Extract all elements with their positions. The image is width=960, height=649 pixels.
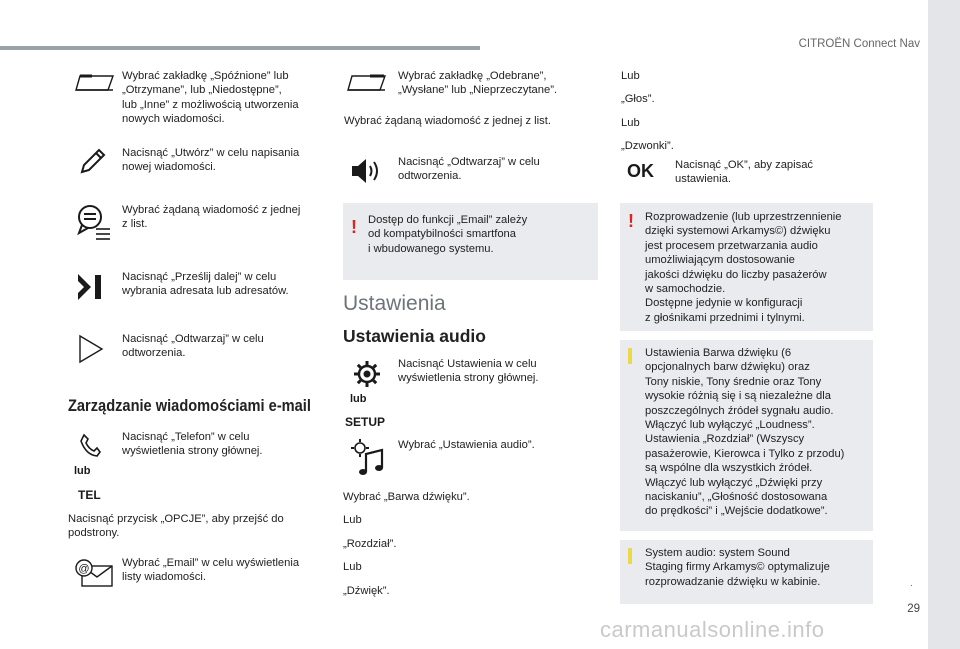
text-line: pasażerowie, Kierowca i Tylko z przodu)	[645, 447, 845, 460]
text-line: i wbudowanego systemu.	[368, 242, 494, 255]
text-line: Nacisnąć przycisk „OPCJE”, aby przejść do	[68, 513, 284, 525]
text-line: do prędkości” i „Wejście dodatkowe”.	[645, 505, 828, 518]
text-line: wyświetlenia strony głównej.	[122, 445, 263, 458]
col2-row4-text	[398, 438, 598, 452]
col1-row6-text	[122, 430, 322, 459]
text-line: dzięki systemowi Arkamys©) dźwięku	[645, 225, 831, 238]
exclamation-icon: !	[351, 217, 357, 237]
option-item: Lub	[621, 116, 640, 129]
speaker-icon	[350, 156, 384, 191]
warning-note	[620, 203, 873, 331]
tab-slider-icon	[74, 72, 116, 99]
page-number: 29	[907, 603, 920, 615]
col2-row3-text	[398, 357, 598, 386]
text-line: Wybrać „Ustawienia audio”.	[398, 439, 535, 451]
play-icon	[78, 334, 104, 369]
select-message-text: Wybrać żądaną wiadomość z jednej z list.	[344, 115, 551, 127]
tel-button-label: TEL	[78, 488, 101, 502]
option-item: „Rozdział”.	[343, 537, 397, 550]
text-line: nowej wiadomości.	[122, 161, 216, 174]
text-line: ustawienia.	[675, 173, 731, 186]
forward-icon	[76, 272, 104, 307]
text-line: umożliwiającym dostosowanie	[645, 254, 795, 267]
email-section-heading: Zarządzanie wiadomościami e-mail	[68, 396, 311, 415]
header-rule	[0, 46, 480, 50]
col3-ok-text	[675, 158, 870, 187]
text-line: Nacisnąć „Odtwarzaj” w celu	[122, 333, 264, 345]
info-note-text	[645, 546, 873, 589]
setup-button-label: SETUP	[345, 415, 386, 429]
col2-option-list	[343, 490, 593, 598]
text-line: Wybrać zakładkę „Odebrane”,	[398, 70, 547, 82]
text-line: Wybrać „Email” w celu wyświetlenia	[122, 557, 300, 569]
text-line: podstrony.	[68, 527, 120, 540]
text-line: wysokie różnią się i są niezależne dla	[645, 390, 831, 403]
audio-settings-title: Ustawienia audio	[343, 326, 486, 346]
col3-option-list	[621, 69, 871, 154]
text-line: Nacisnąć „Odtwarzaj” w celu	[398, 156, 540, 168]
option-item: Lub	[343, 514, 362, 527]
text-line: Nacisnąć „Telefon” w celu	[122, 431, 250, 443]
text-line: odtworzenia.	[122, 347, 186, 360]
col2-row1-text	[398, 69, 598, 98]
text-line: Rozprowadzenie (lub uprzestrzennienie	[645, 211, 842, 223]
text-line: nowych wiadomości.	[122, 113, 225, 126]
text-line: Tony niskie, Tony średnie oraz Tony	[645, 375, 822, 388]
text-line: Nacisnąć „Prześlij dalej” w celu	[122, 271, 277, 283]
svg-text:@: @	[78, 563, 90, 575]
text-line: Nacisnąć „Utwórz” w celu napisania	[122, 147, 300, 159]
text-line: są wspólne dla wszystkich źródeł.	[645, 462, 813, 475]
message-list-icon	[76, 203, 112, 250]
warning-note	[343, 203, 598, 280]
text-line: rozprowadzanie dźwięku w kabinie.	[645, 575, 821, 588]
option-item: Wybrać „Barwa dźwięku”.	[343, 491, 470, 503]
text-line: opcjonalnych barw dźwięku) oraz	[645, 361, 810, 374]
option-item: „Dźwięk”.	[343, 584, 390, 597]
text-line: z głośnikami przednimi i tylnymi.	[645, 311, 805, 324]
col2-row2-text	[398, 155, 598, 184]
col1-row3-text	[122, 203, 322, 232]
text-line: Dostępne jedynie w konfiguracji	[645, 297, 803, 310]
warning-note-text	[368, 213, 593, 256]
pencil-icon	[78, 146, 108, 181]
text-line: lub „Inne” z możliwością utworzenia	[122, 98, 299, 111]
exclamation-icon: !	[628, 211, 634, 231]
text-line: System audio: system Sound	[645, 547, 790, 559]
text-line: jakości dźwięku do liczby pasażerów	[645, 268, 827, 281]
header-title: CITROËN Connect Nav	[798, 38, 920, 50]
text-line: w samochodzie.	[645, 283, 726, 296]
option-item: „Głos”.	[621, 93, 655, 106]
or-label: lub	[350, 393, 367, 405]
info-icon	[628, 548, 632, 564]
text-line: „Otrzymane”, lub „Niedostępne”,	[122, 84, 282, 97]
text-line: Staging firmy Arkamys© optymalizuje	[645, 561, 830, 574]
gear-icon	[352, 359, 382, 394]
col1-row4-text	[122, 270, 322, 299]
info-note-text	[645, 346, 873, 519]
text-line: wyświetlenia strony głównej.	[398, 372, 539, 385]
text-line: Wybrać zakładkę „Spóźnione” lub	[122, 70, 289, 82]
text-line: Nacisnąć Ustawienia w celu	[398, 358, 537, 370]
page-side-strip	[928, 0, 960, 649]
text-line: odtworzenia.	[398, 170, 462, 183]
text-line: poszczególnych źródeł sygnału audio.	[645, 404, 834, 417]
col1-row5-text	[122, 332, 322, 361]
ok-button-label: OK	[627, 161, 654, 181]
info-icon	[628, 348, 632, 364]
text-line: Ustawienia Barwa dźwięku (6	[645, 347, 792, 359]
warning-note-text	[645, 210, 870, 325]
email-icon	[74, 558, 114, 593]
info-note	[620, 540, 873, 604]
or-label: lub	[74, 465, 91, 477]
text-line: naciskaniu”, „Głośność dostosowana	[645, 491, 828, 504]
col1-row1-text	[122, 69, 322, 127]
option-item: Lub	[343, 561, 362, 574]
info-note	[620, 340, 873, 531]
text-line: jest procesem przetwarzania audio	[645, 239, 818, 252]
option-item: „Dzwonki”.	[621, 140, 674, 153]
options-paragraph	[68, 512, 328, 541]
text-line: wybrania adresata lub adresatów.	[122, 285, 289, 298]
watermark: carmanualsonline.info	[600, 617, 825, 642]
text-line: listy wiadomości.	[122, 571, 206, 584]
text-line: Dostęp do funkcji „Email” zależy	[368, 214, 528, 226]
audio-settings-icon	[350, 438, 386, 481]
text-line: z list.	[122, 218, 148, 231]
page-dot: .	[910, 578, 913, 589]
col1-row2-text	[122, 146, 322, 175]
option-item: Lub	[621, 70, 640, 82]
text-line: od kompatybilności smartfona	[368, 228, 516, 241]
tab-slider-icon	[346, 72, 388, 99]
settings-title: Ustawienia	[343, 292, 446, 315]
text-line: Włączyć lub wyłączyć „Loudness”.	[645, 419, 815, 432]
col1-row7-text	[122, 556, 322, 585]
text-line: „Wysłane” lub „Nieprzeczytane”.	[398, 84, 558, 97]
text-line: Ustawienia „Rozdział” (Wszyscy	[645, 433, 805, 446]
text-line: Nacisnąć „OK”, aby zapisać	[675, 159, 814, 171]
text-line: Włączyć lub wyłączyć „Dźwięki przy	[645, 476, 823, 489]
phone-icon	[78, 433, 102, 464]
text-line: Wybrać żądaną wiadomość z jednej	[122, 204, 301, 216]
